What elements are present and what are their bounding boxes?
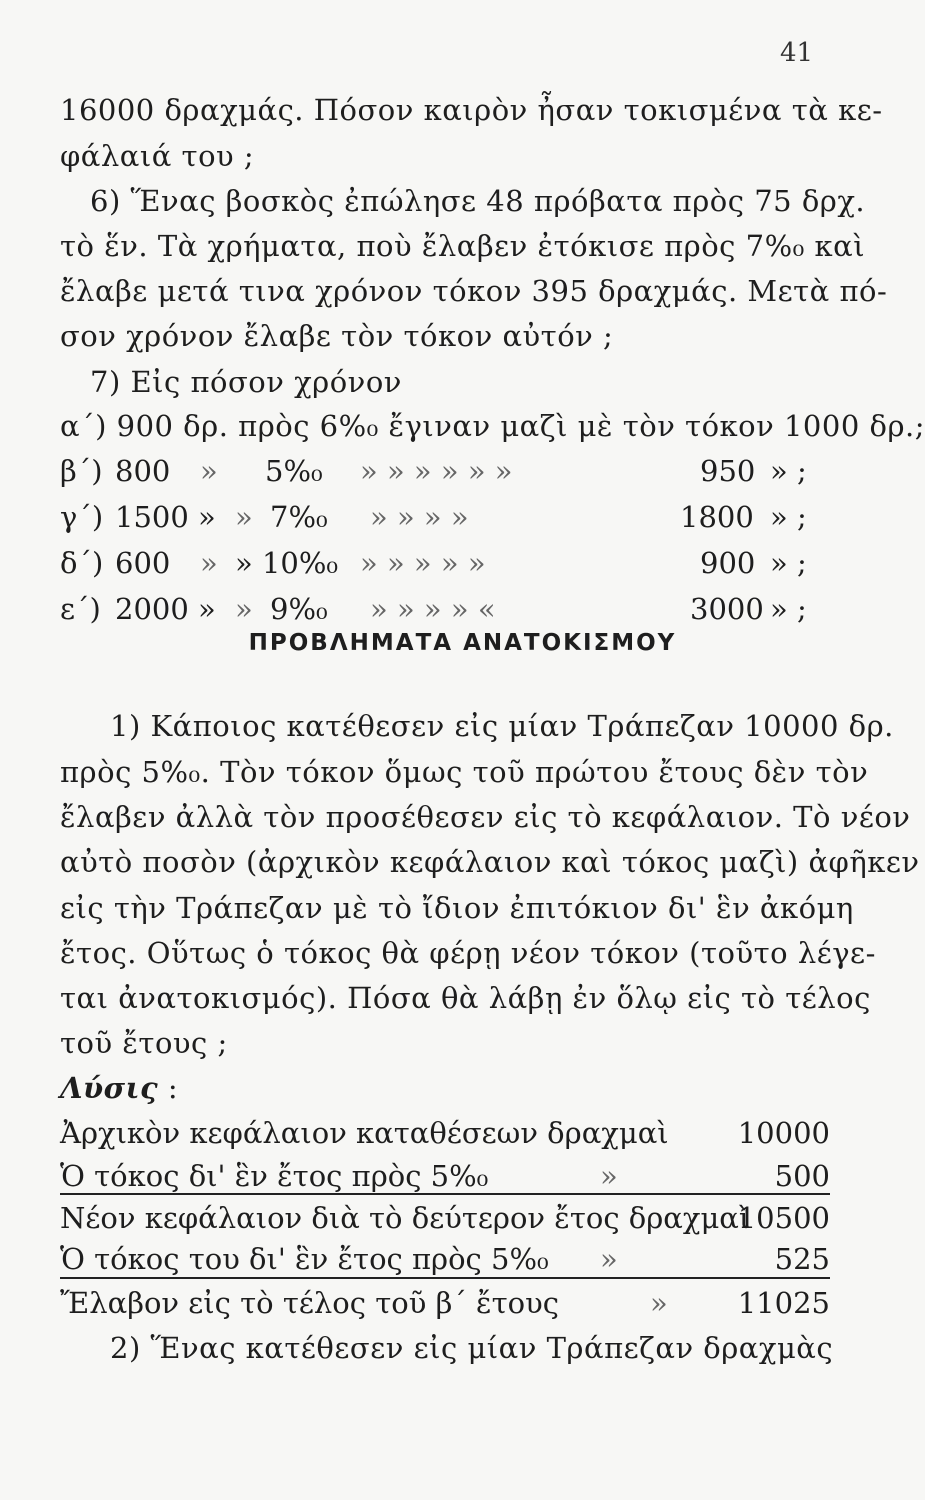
row-total: 950 (700, 454, 756, 488)
text-line: ἔλαβε μετά τινα χρόνον τόκον 395 δραχμάς. Μετὰ πό- (60, 274, 888, 308)
row-ditto: » (235, 592, 253, 626)
row-label: δ΄) (60, 546, 104, 580)
calc-value: 10000 (737, 1116, 830, 1150)
table-row-first: α΄) 900 δρ. πρὸς 6%₀ ἔγιναν μαζὶ μὲ τὸν τόκον 1000 δρ.; (60, 409, 925, 443)
row-ditto: » (200, 546, 218, 580)
text-line: φάλαιά του ; (60, 139, 255, 173)
calc-text: Ἔλαβον εἰς τὸ τέλος τοῦ β΄ ἔτους (60, 1286, 559, 1320)
row-total: 3000 (690, 592, 764, 626)
text-line: ἔτος. Οὕτως ὁ τόκος θὰ φέρῃ νέον τόκον (τοῦτο λέγε- (60, 936, 876, 970)
calc-text: Ἀρχικὸν κεφάλαιον καταθέσεων δραχμαὶ (60, 1116, 669, 1150)
row-end: » ; (770, 546, 807, 580)
row-ditto: » (200, 454, 218, 488)
row-ditto: » (235, 500, 253, 534)
sum-rule (60, 1277, 830, 1279)
row-rate: 5%₀ (265, 454, 323, 488)
text-line: ἔλαβεν ἀλλὰ τὸν προσέθεσεν εἰς τὸ κεφάλαιον. Τὸ νέον (60, 800, 911, 834)
solution-colon: : (167, 1071, 179, 1105)
text-line: 2) Ἕνας κατέθεσεν εἰς μίαν Τράπεζαν δραχμὰς (110, 1331, 834, 1365)
section-title: ΠΡΟΒΛΗΜΑΤΑ ΑΝΑΤΟΚΙΣΜΟΥ (248, 630, 677, 656)
row-total: 900 (700, 546, 756, 580)
text-line: 1) Κάποιος κατέθεσεν εἰς μίαν Τράπεζαν 10000 δρ. (110, 709, 894, 743)
text-line: τὸ ἕν. Τὰ χρήματα, ποὺ ἔλαβεν ἐτόκισε πρὸς 7%₀ καὶ (60, 229, 866, 263)
row-rate: » 10%₀ (235, 546, 339, 580)
row-label: γ΄) (60, 500, 104, 534)
text-line: πρὸς 5%₀. Τὸν τόκον ὅμως τοῦ πρώτου ἔτους δὲν τὸν (60, 755, 869, 789)
row-dittos: » » » » « (370, 592, 496, 626)
calc-mark: » (600, 1242, 618, 1276)
row-dittos: » » » » » (360, 546, 486, 580)
row-rate: 9%₀ (270, 592, 328, 626)
calc-mark: » (600, 1159, 618, 1193)
row-capital: 600 (115, 546, 171, 580)
calc-value: 500 (774, 1159, 830, 1193)
row-end: » ; (770, 454, 807, 488)
solution-heading (60, 1070, 830, 1106)
calc-mark: » (650, 1286, 668, 1320)
row-capital: 1500 » (115, 500, 216, 534)
solution-label: Λύσις (60, 1071, 159, 1105)
text-line: ται ἀνατοκισμός). Πόσα θὰ λάβῃ ἐν ὅλῳ εἰς τὸ τέλος (60, 981, 871, 1015)
calc-text: Ὁ τόκος του δι' ἓν ἔτος πρὸς 5%₀ (60, 1242, 549, 1276)
text-line: 16000 δραχμάς. Πόσον καιρὸν ἦσαν τοκισμένα τὰ κε- (60, 93, 883, 127)
row-dittos: » » » » » » (360, 454, 513, 488)
row-total: 1800 (680, 500, 754, 534)
row-end: » ; (770, 592, 807, 626)
page-number: 41 (780, 38, 814, 68)
calc-value: 10500 (737, 1201, 830, 1235)
row-capital: 2000 » (115, 592, 216, 626)
row-end: » ; (770, 500, 807, 534)
text-line: αὐτὸ ποσὸν (ἀρχικὸν κεφάλαιον καὶ τόκος μαζὶ) ἀφῆκεν (60, 845, 920, 879)
sum-rule (60, 1193, 830, 1195)
row-rate: 7%₀ (270, 500, 328, 534)
row-label: β΄) (60, 454, 103, 488)
row-capital: 800 (115, 454, 171, 488)
text-line: σον χρόνον ἔλαβε τὸν τόκον αὐτόν ; (60, 319, 614, 353)
row-dittos: » » » » (370, 500, 469, 534)
row-label: ε΄) (60, 592, 101, 626)
text-line: 6) Ἕνας βοσκὸς ἐπώλησε 48 πρόβατα πρὸς 75 δρχ. (90, 184, 866, 218)
text-line: 7) Εἰς πόσον χρόνον (90, 365, 402, 399)
calc-value: 525 (774, 1242, 830, 1276)
calc-value: 11025 (737, 1286, 830, 1320)
text-line: εἰς τὴν Τράπεζαν μὲ τὸ ἴδιον ἐπιτόκιον δι' ἓν ἀκόμη (60, 891, 854, 925)
text-line: τοῦ ἔτους ; (60, 1026, 228, 1060)
calc-text: Ὁ τόκος δι' ἓν ἔτος πρὸς 5%₀ (60, 1159, 489, 1193)
calc-text: Νέον κεφάλαιον διὰ τὸ δεύτερον ἔτος δραχμαὶ (60, 1201, 751, 1235)
